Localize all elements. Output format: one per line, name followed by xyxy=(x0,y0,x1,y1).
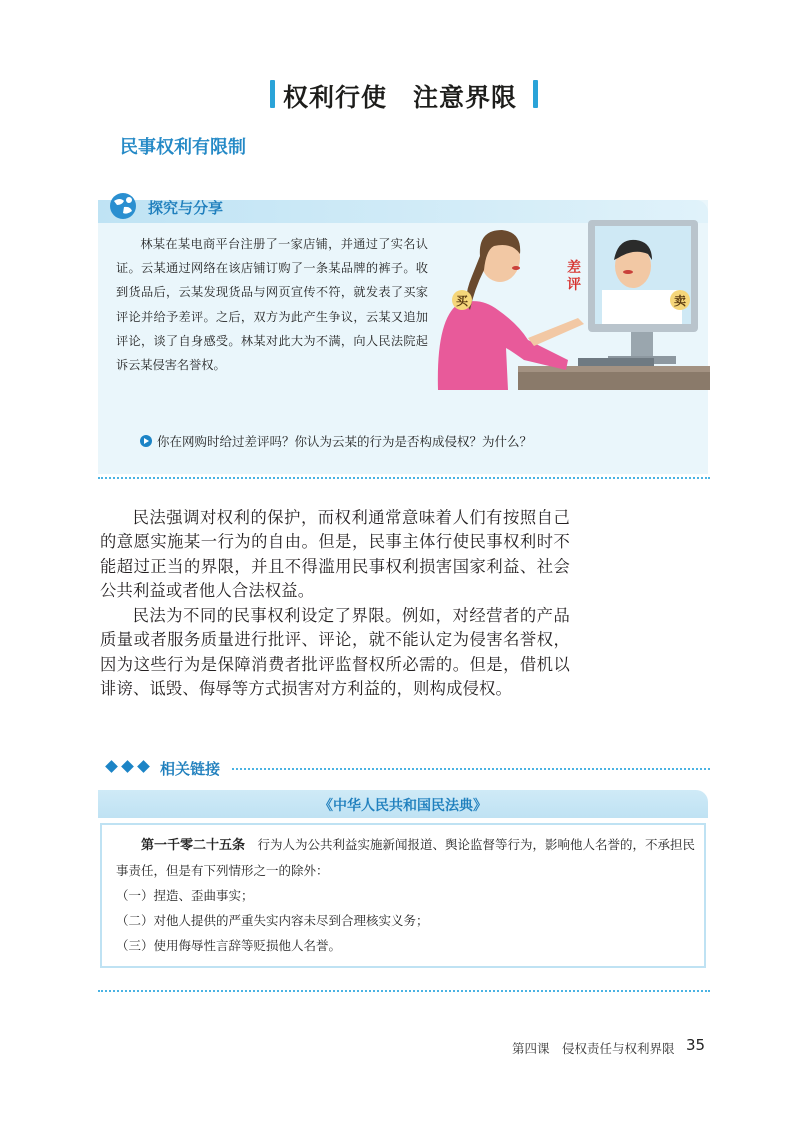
discussion-question xyxy=(140,432,532,450)
diamond-icon xyxy=(121,760,134,773)
footer-chapter: 第四课 侵权责任与权利界限 xyxy=(512,1041,675,1056)
bad-review-char-2: 评 xyxy=(567,277,581,293)
law-item: （三）使用侮辱性言辞等贬损他人名誉。 xyxy=(116,938,342,953)
question-text: 你在网购时给过差评吗？你认为云某的行为是否构成侵权？为什么？ xyxy=(157,434,533,449)
law-item: （一）捏造、歪曲事实； xyxy=(116,888,254,903)
seller-label: 卖 xyxy=(673,294,687,308)
divider-dotted xyxy=(98,477,710,479)
globe-icon xyxy=(108,191,138,221)
title-bar-right xyxy=(533,80,538,108)
buyer-label: 买 xyxy=(455,294,469,308)
diamond-icon xyxy=(105,760,118,773)
law-item: （二）对他人提供的严重失实内容未尽到合理核实义务； xyxy=(116,913,429,928)
article-body: 行为人为公共利益实施新闻报道、舆论监督等行为，影响他人名誉的，不承担民事责任，但是有下列情形之一的除外： xyxy=(116,837,696,878)
page-title: 权利行使 注意界限 xyxy=(282,83,517,112)
related-dotted-line xyxy=(232,768,710,770)
body-paragraph-2: 民法为不同的民事权利设定了界限。例如，对经营者的产品质量或者服务质量进行批评、评论，就不能认定为侵害名誉权，因为这些行为是保障消费者批评监督权所必需的。但是，借机以诽谤、诋毁、侮辱等方式损害对方利益的，则构成侵权。 xyxy=(100,606,570,699)
article-number: 第一千零二十五条 xyxy=(141,838,246,853)
play-arrow-icon xyxy=(140,435,152,447)
diamond-icon xyxy=(137,760,150,773)
article-paragraph xyxy=(116,832,696,883)
explore-title: 探究与分享 xyxy=(148,199,224,217)
section-heading: 民事权利有限制 xyxy=(120,137,246,158)
related-diamonds xyxy=(107,762,151,771)
related-title: 相关链接 xyxy=(160,760,221,778)
seller-badge xyxy=(670,290,690,310)
body-paragraph-1: 民法强调对权利的保护，而权利通常意味着人们有按照自己的意愿实施某一行为的自由。但是，民事主体行使民事权利时不能超过正当的界限，并且不得滥用民事权利损害国家利益、社会公共利益或者他人合法权益。 xyxy=(100,508,570,601)
law-title: 《中华人民共和国民法典》 xyxy=(319,798,487,814)
divider-dotted-bottom xyxy=(98,990,710,992)
law-text xyxy=(116,832,696,958)
buyer-badge xyxy=(452,290,472,310)
page-number: 35 xyxy=(686,1036,706,1054)
story-text: 林某在某电商平台注册了一家店铺，并通过了实名认证。云某通过网络在该店铺订购了一条某品牌的裤子。收到货品后，云某发现货品与网页宣传不符，就发表了买家评论并给予差评。之后，双方为此产生争议，云某又追加评论，谈了自身感受。林某对此大为不满，向人民法院起诉云某侵害名誉权。 xyxy=(116,237,428,373)
bad-review-char-1: 差 xyxy=(567,260,581,276)
